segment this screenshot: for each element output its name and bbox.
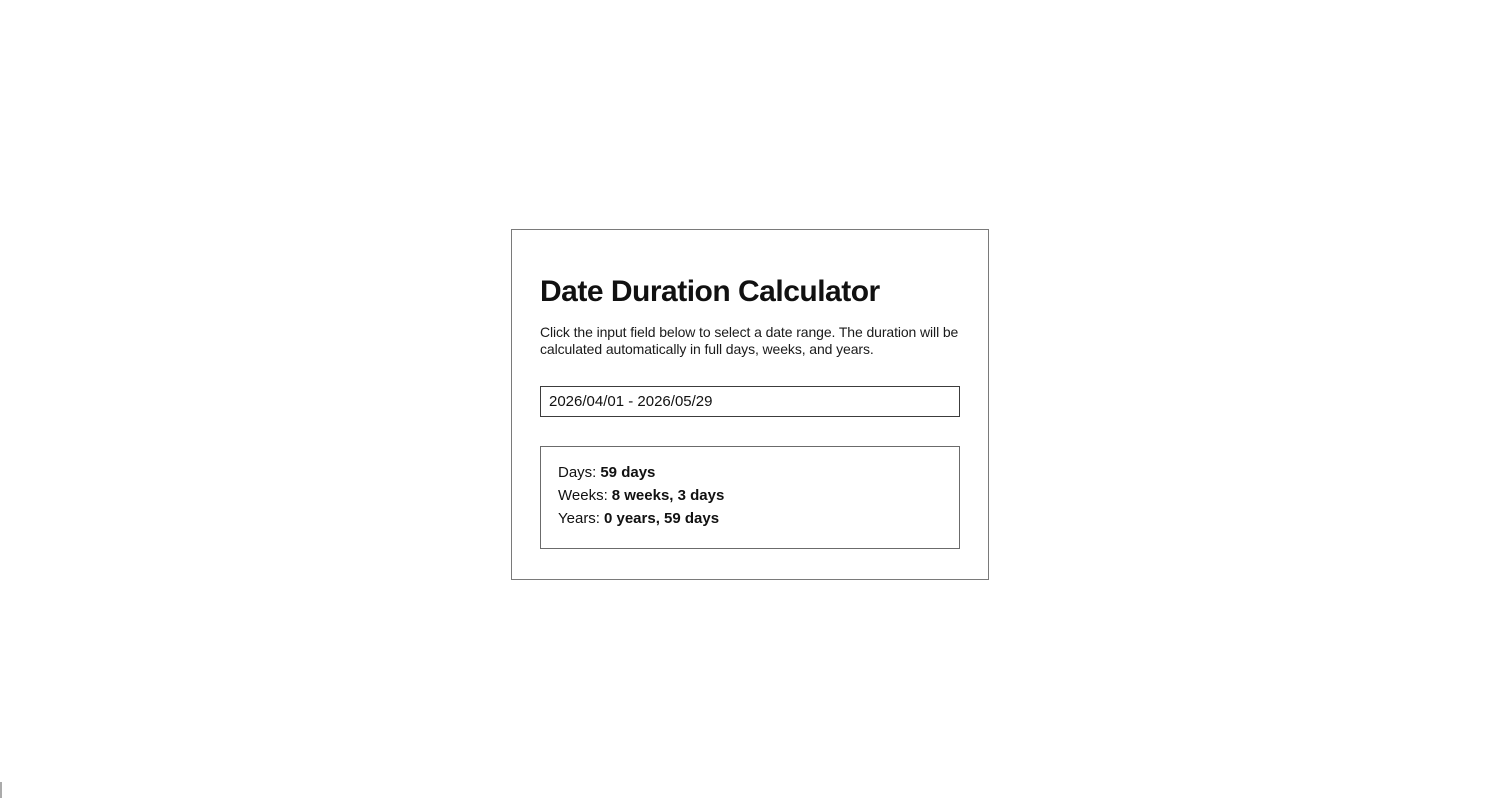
days-value: 59 days — [600, 463, 656, 481]
weeks-value: 8 weeks, 3 days — [611, 486, 725, 504]
weeks-label: Weeks: — [558, 486, 608, 504]
date-range-input[interactable] — [540, 386, 960, 417]
years-value: 0 years, 59 days — [603, 510, 720, 528]
years-label: Years: — [558, 510, 600, 528]
date-duration-calculator-card — [511, 229, 989, 580]
result-row-days — [558, 461, 942, 484]
result-row-years — [558, 507, 942, 530]
result-row-weeks — [558, 484, 942, 507]
instructions-text: Click the input field below to select a date range. The duration will be calculated automatically in full days, weeks, and years. — [540, 323, 959, 357]
days-label: Days: — [558, 463, 597, 481]
screen-edge-artifact — [0, 782, 2, 798]
results-box — [540, 446, 960, 549]
page-title: Date Duration Calculator — [540, 275, 880, 308]
